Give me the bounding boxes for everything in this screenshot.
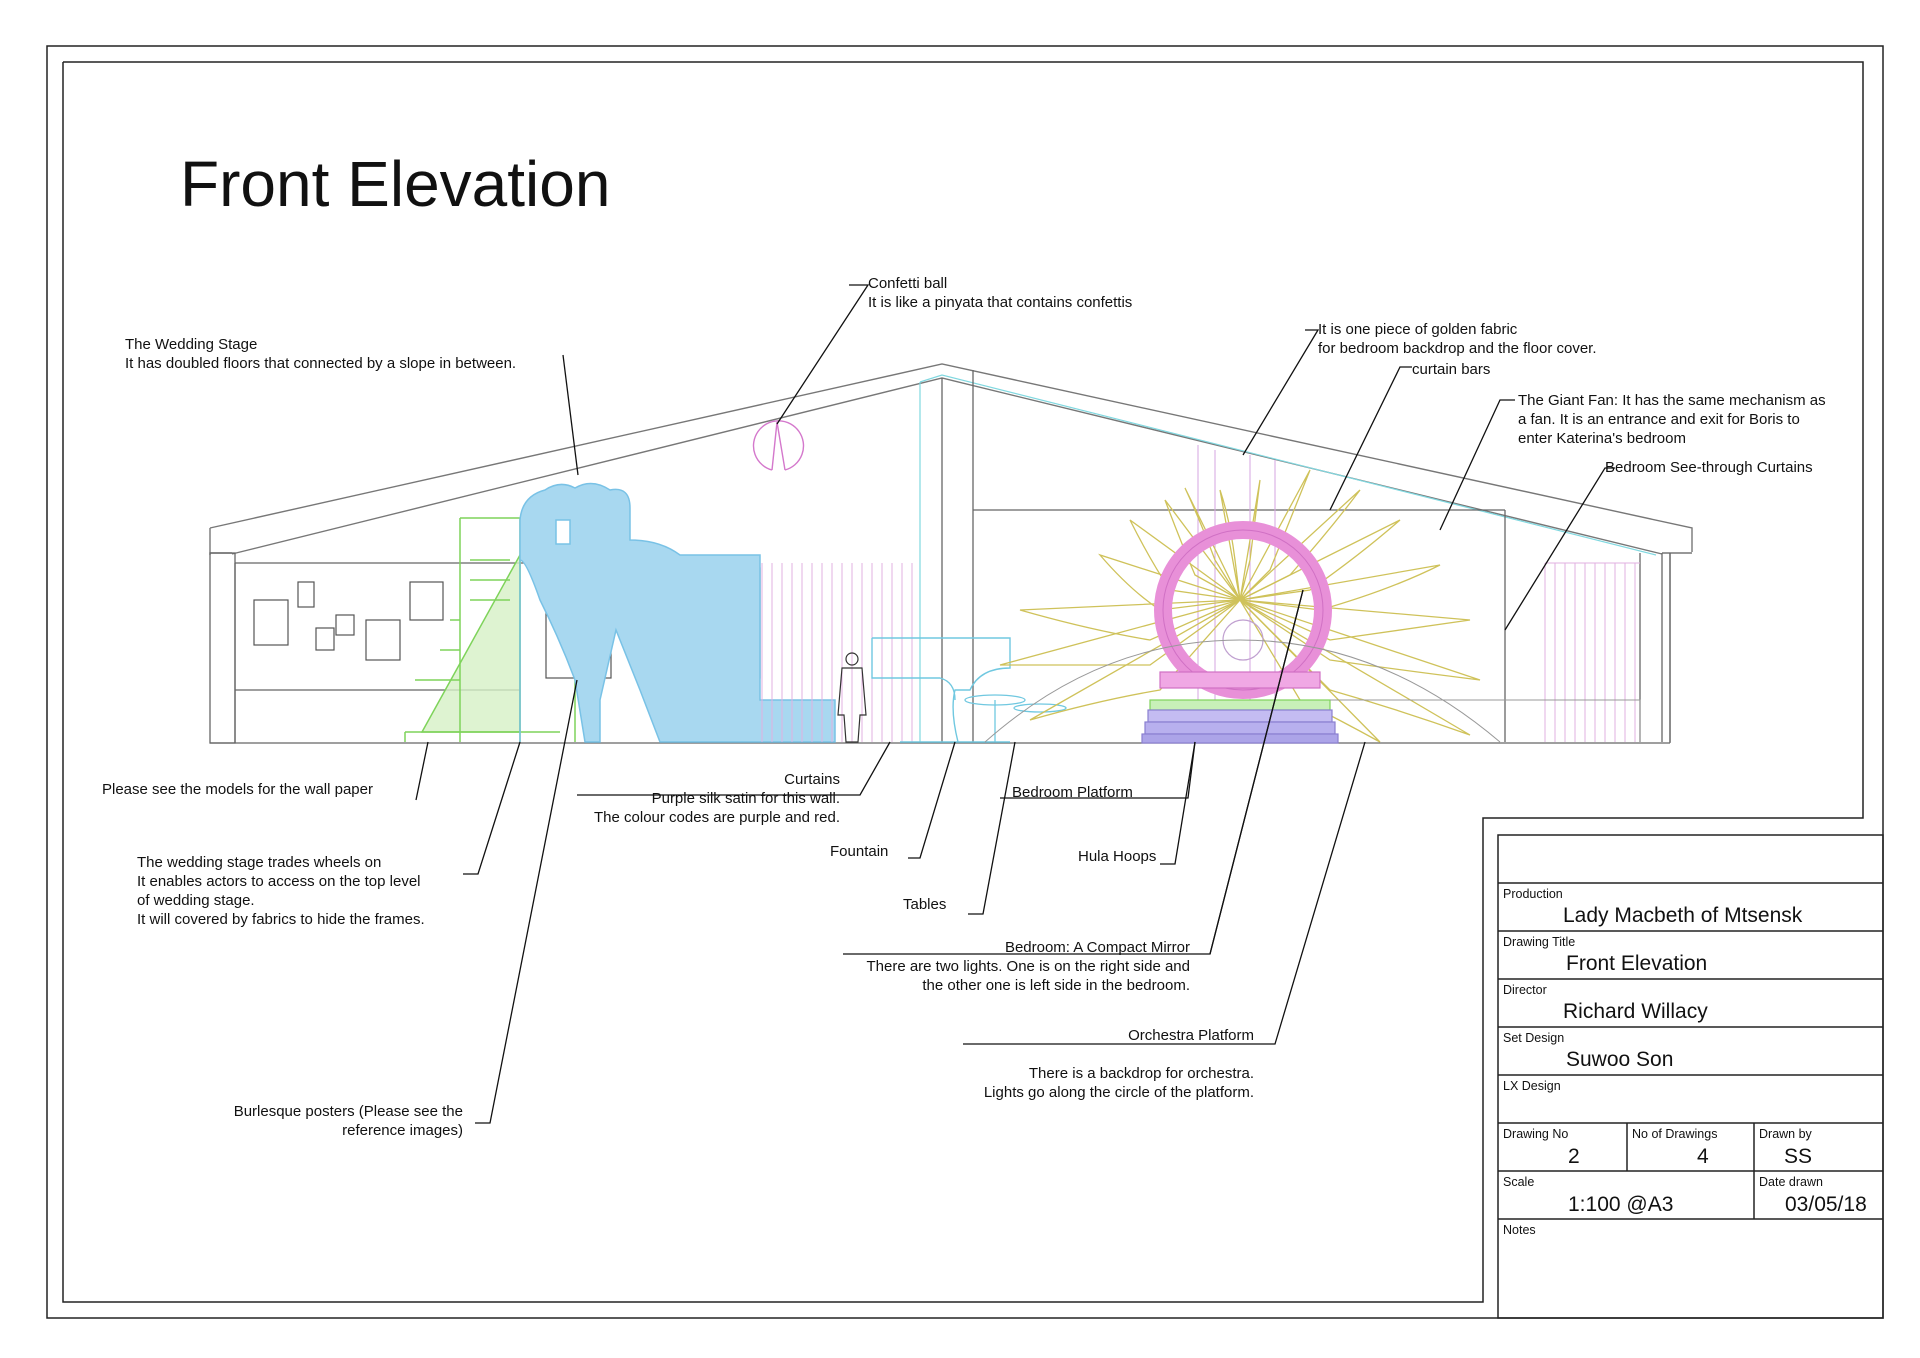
lx-design-label: LX Design — [1503, 1079, 1561, 1093]
annotation-line: Bedroom Platform — [1012, 784, 1133, 801]
annotation-line: enter Katerina's bedroom — [1518, 430, 1686, 447]
date-drawn-label: Date drawn — [1759, 1175, 1823, 1189]
annotation-line: Bedroom: A Compact Mirror — [1004, 939, 1190, 956]
annotation-bedroom-platform — [1012, 783, 1133, 802]
set-design-value: Suwoo Son — [1566, 1048, 1674, 1071]
annotation-line: for bedroom backdrop and the floor cover. — [1318, 340, 1597, 357]
date-drawn-value: 03/05/18 — [1785, 1193, 1867, 1216]
annotation-orchestra-platform — [1128, 1026, 1254, 1045]
annotation-wedding-stage — [125, 335, 516, 373]
bedroom-platform — [1142, 672, 1338, 743]
scale-value: 1:100 @A3 — [1568, 1193, 1674, 1216]
annotation-line: The wedding stage trades wheels on — [137, 854, 382, 871]
annotation-line: a fan. It is an entrance and exit for Boris to — [1518, 411, 1800, 428]
annotation-line: curtain bars — [1412, 361, 1491, 378]
annotation-compact-mirror — [866, 938, 1190, 995]
no-of-drawings-label: No of Drawings — [1632, 1127, 1718, 1141]
annotation-line: It will covered by fabrics to hide the frames. — [137, 911, 425, 928]
annotation-confetti-ball — [868, 274, 1132, 312]
director-label: Director — [1503, 983, 1547, 997]
roof-outline — [210, 364, 1692, 555]
tables — [965, 695, 1066, 742]
annotation-line: reference images) — [342, 1122, 463, 1139]
annotation-line: The colour codes are purple and red. — [594, 809, 840, 826]
annotation-line: There is a backdrop for orchestra. — [1028, 1065, 1254, 1082]
production-value: Lady Macbeth of Mtsensk — [1563, 904, 1803, 927]
scale-label: Scale — [1503, 1175, 1535, 1189]
annotation-line: Tables — [903, 896, 947, 913]
drawing-no-value: 2 — [1568, 1145, 1580, 1168]
annotation-line: Please see the models for the wall paper — [102, 781, 373, 798]
annotation-wallpaper — [102, 780, 373, 799]
annotation-line: It has doubled floors that connected by a slope in between. — [125, 355, 517, 372]
annotation-line: It enables actors to access on the top level — [137, 873, 421, 890]
annotation-orchestra-note — [984, 1064, 1254, 1102]
annotation-line: Confetti ball — [868, 275, 948, 292]
annotation-line: Hula Hoops — [1078, 848, 1157, 865]
annotation-line: The Giant Fan: It has the same mechanism as — [1518, 392, 1826, 409]
annotation-line: Curtains — [784, 771, 840, 788]
annotation-fountain — [830, 842, 888, 861]
annotation-hula-hoops — [1078, 847, 1156, 866]
annotation-curtain-bars — [1412, 360, 1490, 379]
annotation-line: of wedding stage. — [137, 892, 255, 909]
production-label: Production — [1503, 887, 1563, 901]
director-value: Richard Willacy — [1563, 1000, 1708, 1023]
drawing-title: Front Elevation — [180, 148, 611, 220]
hula-hoop — [1163, 530, 1323, 690]
annotation-line: Burlesque posters (Please see the — [233, 1103, 463, 1120]
confetti-ball — [754, 421, 804, 470]
no-of-drawings-value: 4 — [1697, 1145, 1709, 1168]
annotation-burlesque-posters — [234, 1102, 463, 1140]
drawing-no-label: Drawing No — [1503, 1127, 1569, 1141]
annotation-line: Lights go along the circle of the platform. — [983, 1084, 1254, 1101]
annotation-line: Orchestra Platform — [1128, 1027, 1254, 1044]
annotation-giant-fan — [1518, 391, 1826, 448]
annotation-wheels — [137, 853, 425, 929]
annotation-tables — [903, 895, 946, 914]
drawing-title-value: Front Elevation — [1566, 952, 1708, 975]
annotation-line: Purple silk satin for this wall. — [651, 790, 840, 807]
annotation-line: Fountain — [830, 843, 889, 860]
see-through-curtains — [1545, 563, 1640, 742]
annotation-line: It is like a pinyata that contains confettis — [868, 294, 1133, 311]
drawn-by-label: Drawn by — [1759, 1127, 1812, 1141]
drawing-title-label: Drawing Title — [1503, 935, 1576, 949]
set-design-label: Set Design — [1503, 1031, 1565, 1045]
drawn-by-value: SS — [1784, 1145, 1813, 1168]
annotation-golden-fabric — [1318, 320, 1597, 358]
annotation-line: It is one piece of golden fabric — [1318, 321, 1518, 338]
notes-label: Notes — [1503, 1223, 1536, 1237]
annotation-see-through-curtains — [1605, 458, 1813, 477]
annotation-curtains — [594, 770, 840, 827]
annotation-line: There are two lights. One is on the right side and — [866, 958, 1190, 975]
annotation-line: The Wedding Stage — [125, 336, 258, 353]
annotation-line: Bedroom See-through Curtains — [1605, 459, 1813, 476]
wall-structure — [210, 370, 1670, 743]
annotation-line: the other one is left side in the bedroom. — [922, 977, 1190, 994]
fountain — [872, 638, 1010, 742]
wedding-stage — [520, 483, 835, 742]
